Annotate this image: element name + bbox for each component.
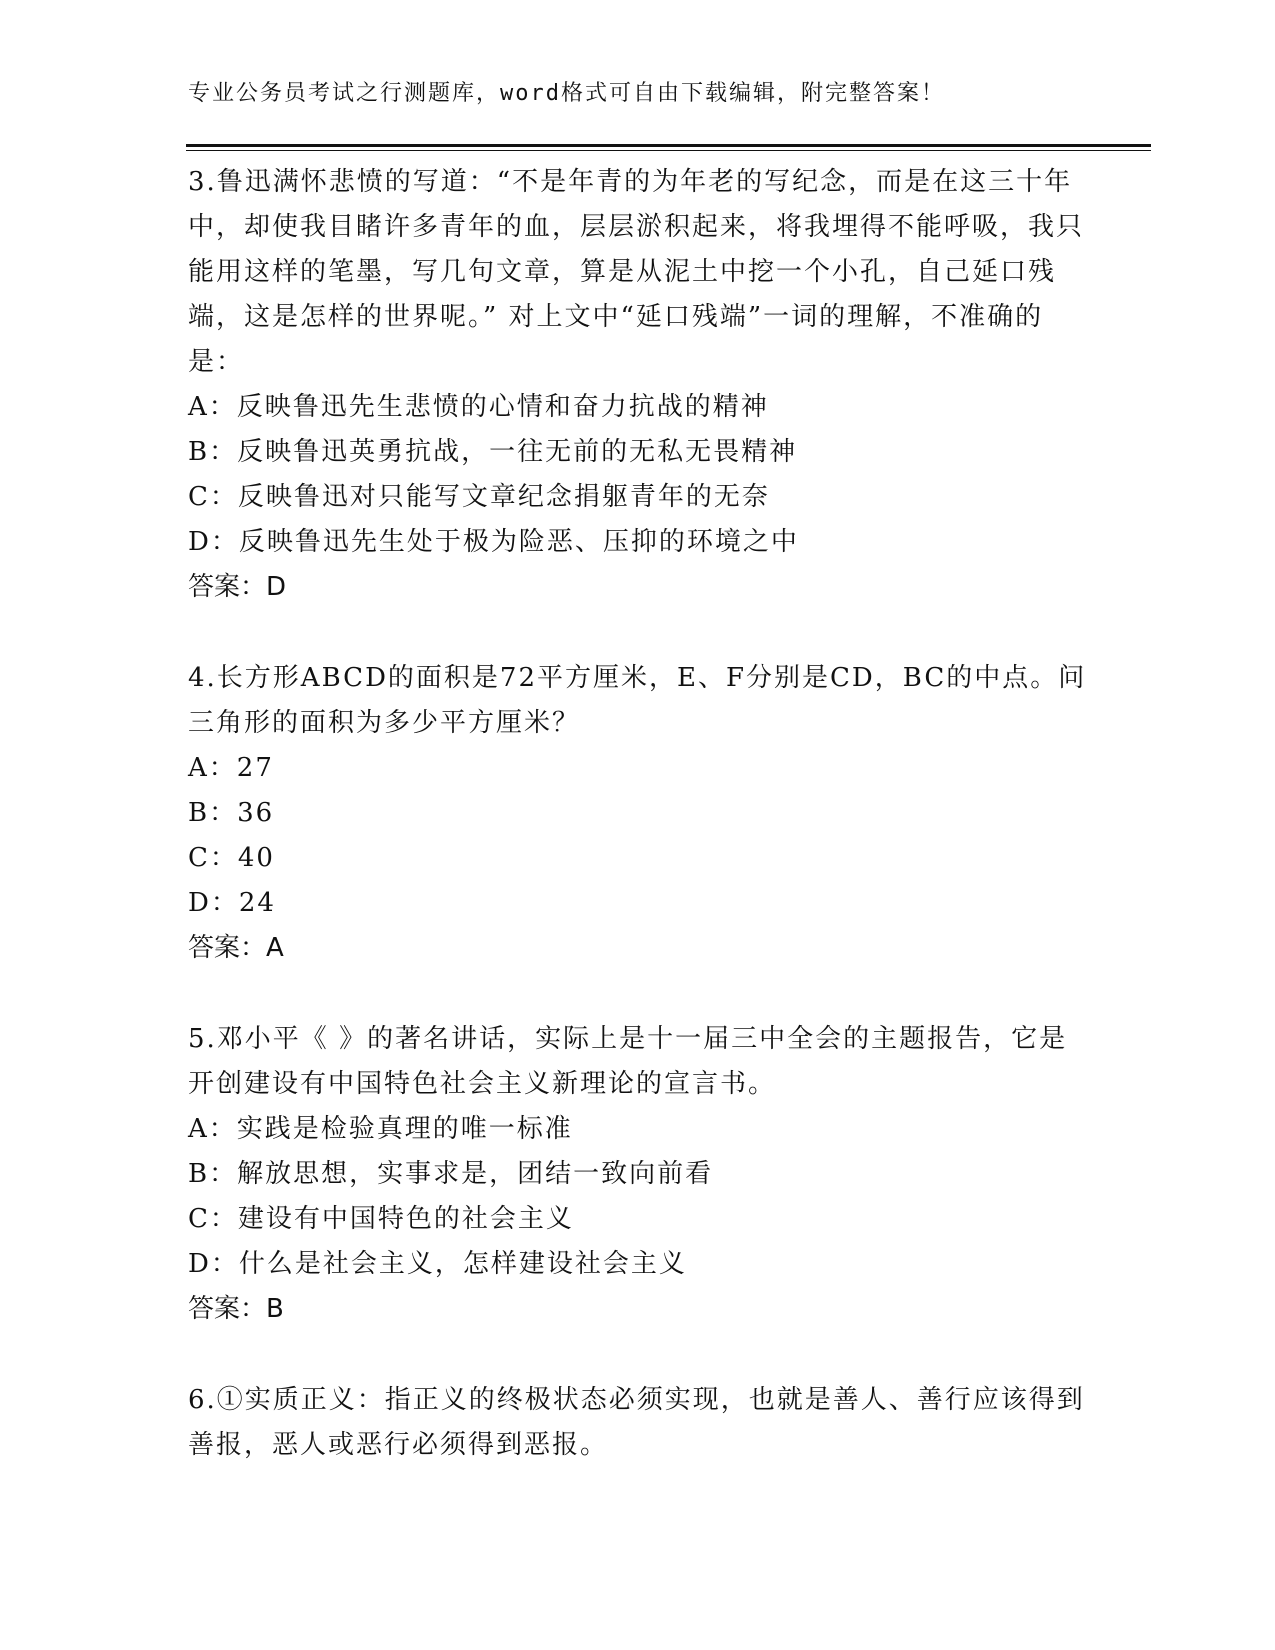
option-d: D：什么是社会主义，怎样建设社会主义 [188,1249,687,1279]
question-4 [188,656,1088,971]
header-divider-thin [186,150,1151,151]
option-d: D：反映鲁迅先生处于极为险恶、压抑的环境之中 [188,527,799,557]
answer: 答案：D [188,572,287,602]
option-b: B：解放思想，实事求是，团结一致向前看 [188,1159,714,1189]
option-b: B：36 [188,798,275,828]
question-5 [188,1017,1088,1332]
question-stem: 3.鲁迅满怀悲愤的写道：“不是年青的为年老的写纪念，而是在这三十年中，却使我目睹许多青年的血，层层淤积起来，将我埋得不能呼吸，我只能用这样的笔墨，写几句文章，算是从泥土中挖一个小孔，自己延口残端，这是怎样的世界呢。” 对上文中“延口残端”一词的理解，不准确的是： [188,167,1085,377]
question-stem: 6.①实质正义：指正义的终极状态必须实现，也就是善人、善行应该得到善报，恶人或恶行必须得到恶报。 [188,1385,1085,1460]
question-stem: 4.长方形ABCD的面积是72平方厘米，E、F分别是CD，BC的中点。问三角形的面积为多少平方厘米？ [188,663,1087,738]
option-d: D：24 [188,888,276,918]
header-text: 专业公务员考试之行测题库，word格式可自由下载编辑，附完整答案！ [188,81,945,106]
option-c: C：40 [188,843,275,873]
answer: 答案：B [188,1294,284,1324]
header-divider-thick [186,144,1151,147]
question-3 [188,160,1088,610]
option-c: C：反映鲁迅对只能写文章纪念捐躯青年的无奈 [188,482,770,512]
option-b: B：反映鲁迅英勇抗战，一往无前的无私无畏精神 [188,437,798,467]
question-list [188,160,1088,1468]
option-a: A：27 [188,753,274,783]
option-a: A：反映鲁迅先生悲愤的心情和奋力抗战的精神 [188,392,769,422]
option-a: A：实践是检验真理的唯一标准 [188,1114,573,1144]
answer: 答案：A [188,933,284,963]
question-stem: 5.邓小平《 》的著名讲话，实际上是十一届三中全会的主题报告，它是开创建设有中国特色社会主义新理论的宣言书。 [188,1024,1068,1099]
question-6 [188,1378,1088,1468]
option-c: C：建设有中国特色的社会主义 [188,1204,574,1234]
